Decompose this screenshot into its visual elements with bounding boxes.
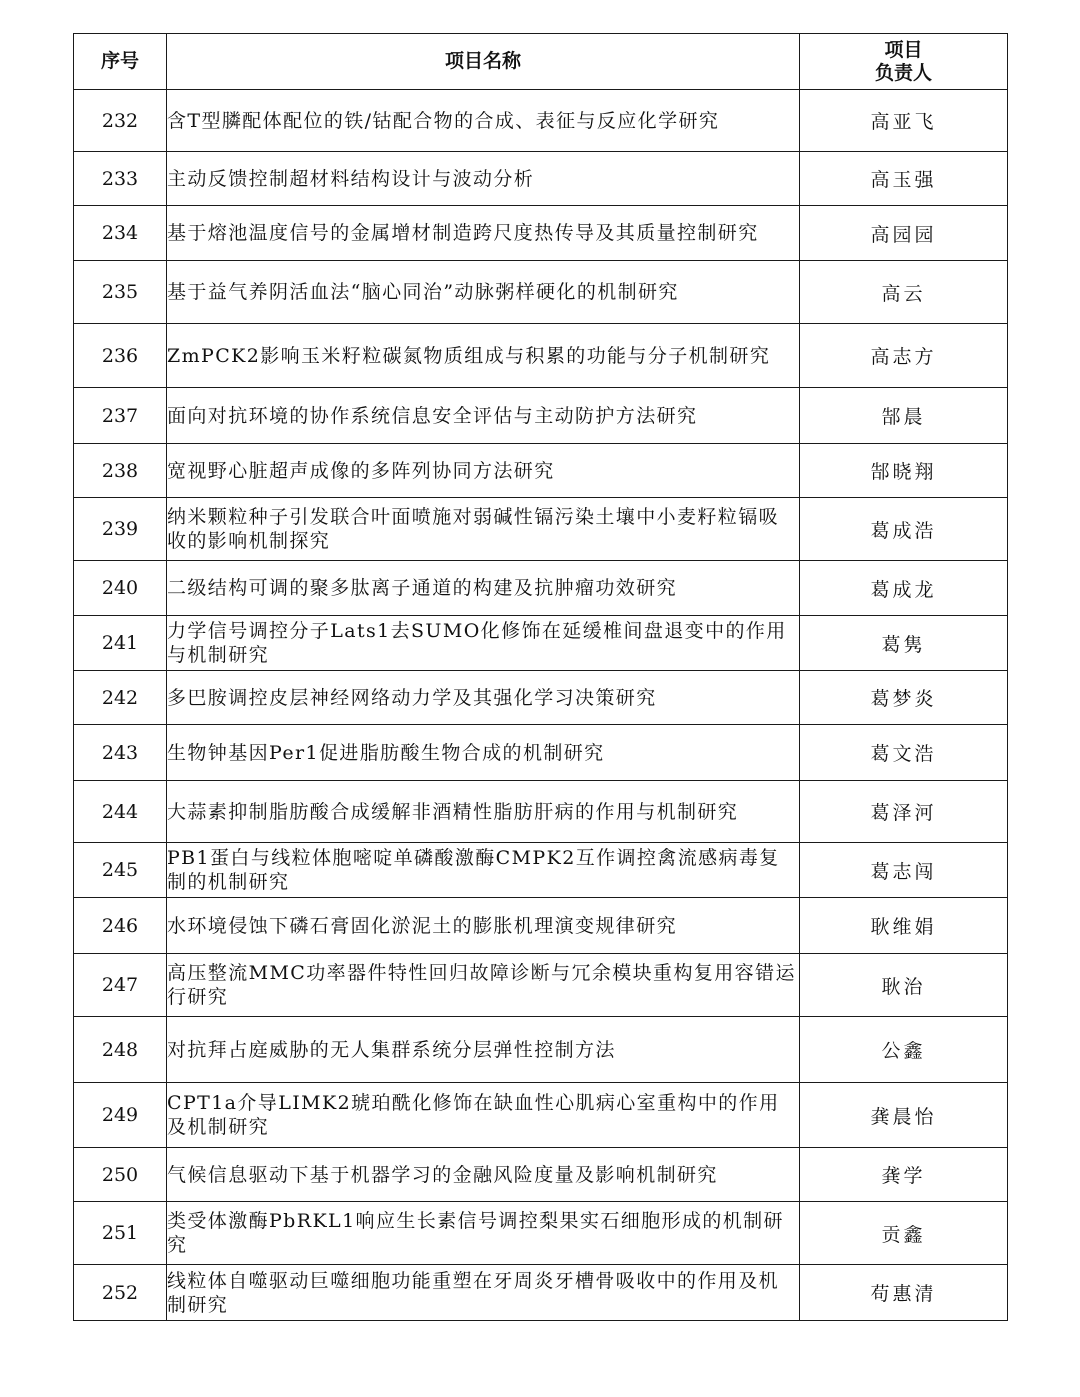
project-name: 生物钟基因Per1促进脂肪酸生物合成的机制研究 xyxy=(167,725,800,781)
project-name: CPT1a介导LIMK2琥珀酰化修饰在缺血性心肌病心室重构中的作用及机制研究 xyxy=(167,1083,800,1148)
row-number: 252 xyxy=(74,1265,167,1321)
row-number: 248 xyxy=(74,1017,167,1083)
row-number: 246 xyxy=(74,898,167,954)
project-name: 对抗拜占庭威胁的无人集群系统分层弹性控制方法 xyxy=(167,1017,800,1083)
row-number: 237 xyxy=(74,388,167,444)
table-row xyxy=(74,898,1008,954)
project-name: 二级结构可调的聚多肽离子通道的构建及抗肿瘤功效研究 xyxy=(167,561,800,616)
project-leader: 葛志闯 xyxy=(800,843,1008,898)
table-row xyxy=(74,1148,1008,1202)
row-number: 236 xyxy=(74,324,167,388)
row-number: 245 xyxy=(74,843,167,898)
project-leader: 葛文浩 xyxy=(800,725,1008,781)
table-row xyxy=(74,843,1008,898)
row-number: 249 xyxy=(74,1083,167,1148)
row-number: 238 xyxy=(74,444,167,498)
project-leader: 贡鑫 xyxy=(800,1202,1008,1265)
row-number: 250 xyxy=(74,1148,167,1202)
project-name: 主动反馈控制超材料结构设计与波动分析 xyxy=(167,152,800,206)
row-number: 239 xyxy=(74,498,167,561)
table-row xyxy=(74,725,1008,781)
project-leader: 郜晓翔 xyxy=(800,444,1008,498)
project-name: 宽视野心脏超声成像的多阵列协同方法研究 xyxy=(167,444,800,498)
project-leader: 葛成龙 xyxy=(800,561,1008,616)
table-row xyxy=(74,781,1008,843)
project-leader: 公鑫 xyxy=(800,1017,1008,1083)
project-leader: 高云 xyxy=(800,261,1008,324)
header-leader xyxy=(800,34,1008,90)
project-name: 基于熔池温度信号的金属增材制造跨尺度热传导及其质量控制研究 xyxy=(167,206,800,261)
row-number: 243 xyxy=(74,725,167,781)
project-name: 含T型膦配体配位的铁/钴配合物的合成、表征与反应化学研究 xyxy=(167,90,800,152)
project-leader: 高园园 xyxy=(800,206,1008,261)
table-row xyxy=(74,444,1008,498)
table-row xyxy=(74,1083,1008,1148)
table-row xyxy=(74,1265,1008,1321)
table-row xyxy=(74,954,1008,1017)
project-leader: 葛梦炎 xyxy=(800,671,1008,725)
project-name: 基于益气养阴活血法“脑心同治”动脉粥样硬化的机制研究 xyxy=(167,261,800,324)
project-leader: 龚晨怡 xyxy=(800,1083,1008,1148)
table-row xyxy=(74,1017,1008,1083)
project-name: 大蒜素抑制脂肪酸合成缓解非酒精性脂肪肝病的作用与机制研究 xyxy=(167,781,800,843)
header-seq: 序号 xyxy=(74,34,167,90)
row-number: 235 xyxy=(74,261,167,324)
table-row xyxy=(74,324,1008,388)
project-name: 类受体激酶PbRKL1响应生长素信号调控梨果实石细胞形成的机制研究 xyxy=(167,1202,800,1265)
header-row xyxy=(74,34,1008,90)
header-leader-line2: 负责人 xyxy=(874,61,932,84)
row-number: 241 xyxy=(74,616,167,671)
header-leader-line1: 项目 xyxy=(884,38,923,61)
project-table xyxy=(73,33,1008,1321)
project-leader: 葛隽 xyxy=(800,616,1008,671)
project-leader: 高玉强 xyxy=(800,152,1008,206)
project-leader: 耿治 xyxy=(800,954,1008,1017)
table-row xyxy=(74,498,1008,561)
project-name: 气候信息驱动下基于机器学习的金融风险度量及影响机制研究 xyxy=(167,1148,800,1202)
table-row xyxy=(74,1202,1008,1265)
row-number: 240 xyxy=(74,561,167,616)
project-name: PB1蛋白与线粒体胞嘧啶单磷酸激酶CMPK2互作调控禽流感病毒复制的机制研究 xyxy=(167,843,800,898)
project-name: 面向对抗环境的协作系统信息安全评估与主动防护方法研究 xyxy=(167,388,800,444)
table-row xyxy=(74,388,1008,444)
row-number: 242 xyxy=(74,671,167,725)
project-leader: 耿维娟 xyxy=(800,898,1008,954)
row-number: 234 xyxy=(74,206,167,261)
row-number: 251 xyxy=(74,1202,167,1265)
project-name: 线粒体自噬驱动巨噬细胞功能重塑在牙周炎牙槽骨吸收中的作用及机制研究 xyxy=(167,1265,800,1321)
project-leader: 葛成浩 xyxy=(800,498,1008,561)
header-project-name: 项目名称 xyxy=(167,34,800,90)
table-row xyxy=(74,90,1008,152)
table-row xyxy=(74,616,1008,671)
table-row xyxy=(74,561,1008,616)
project-name: 纳米颗粒种子引发联合叶面喷施对弱碱性镉污染土壤中小麦籽粒镉吸收的影响机制探究 xyxy=(167,498,800,561)
project-leader: 葛泽河 xyxy=(800,781,1008,843)
table-row xyxy=(74,671,1008,725)
table-row xyxy=(74,261,1008,324)
row-number: 232 xyxy=(74,90,167,152)
project-leader: 苟惠清 xyxy=(800,1265,1008,1321)
project-leader: 高亚飞 xyxy=(800,90,1008,152)
project-leader: 龚学 xyxy=(800,1148,1008,1202)
row-number: 244 xyxy=(74,781,167,843)
project-name: 多巴胺调控皮层神经网络动力学及其强化学习决策研究 xyxy=(167,671,800,725)
row-number: 233 xyxy=(74,152,167,206)
project-name: ZmPCK2影响玉米籽粒碳氮物质组成与积累的功能与分子机制研究 xyxy=(167,324,800,388)
table-row xyxy=(74,206,1008,261)
project-name: 高压整流MMC功率器件特性回归故障诊断与冗余模块重构复用容错运行研究 xyxy=(167,954,800,1017)
project-name: 力学信号调控分子Lats1去SUMO化修饰在延缓椎间盘退变中的作用与机制研究 xyxy=(167,616,800,671)
table-row xyxy=(74,152,1008,206)
project-leader: 高志方 xyxy=(800,324,1008,388)
row-number: 247 xyxy=(74,954,167,1017)
project-leader: 郜晨 xyxy=(800,388,1008,444)
project-name: 水环境侵蚀下磷石膏固化淤泥土的膨胀机理演变规律研究 xyxy=(167,898,800,954)
